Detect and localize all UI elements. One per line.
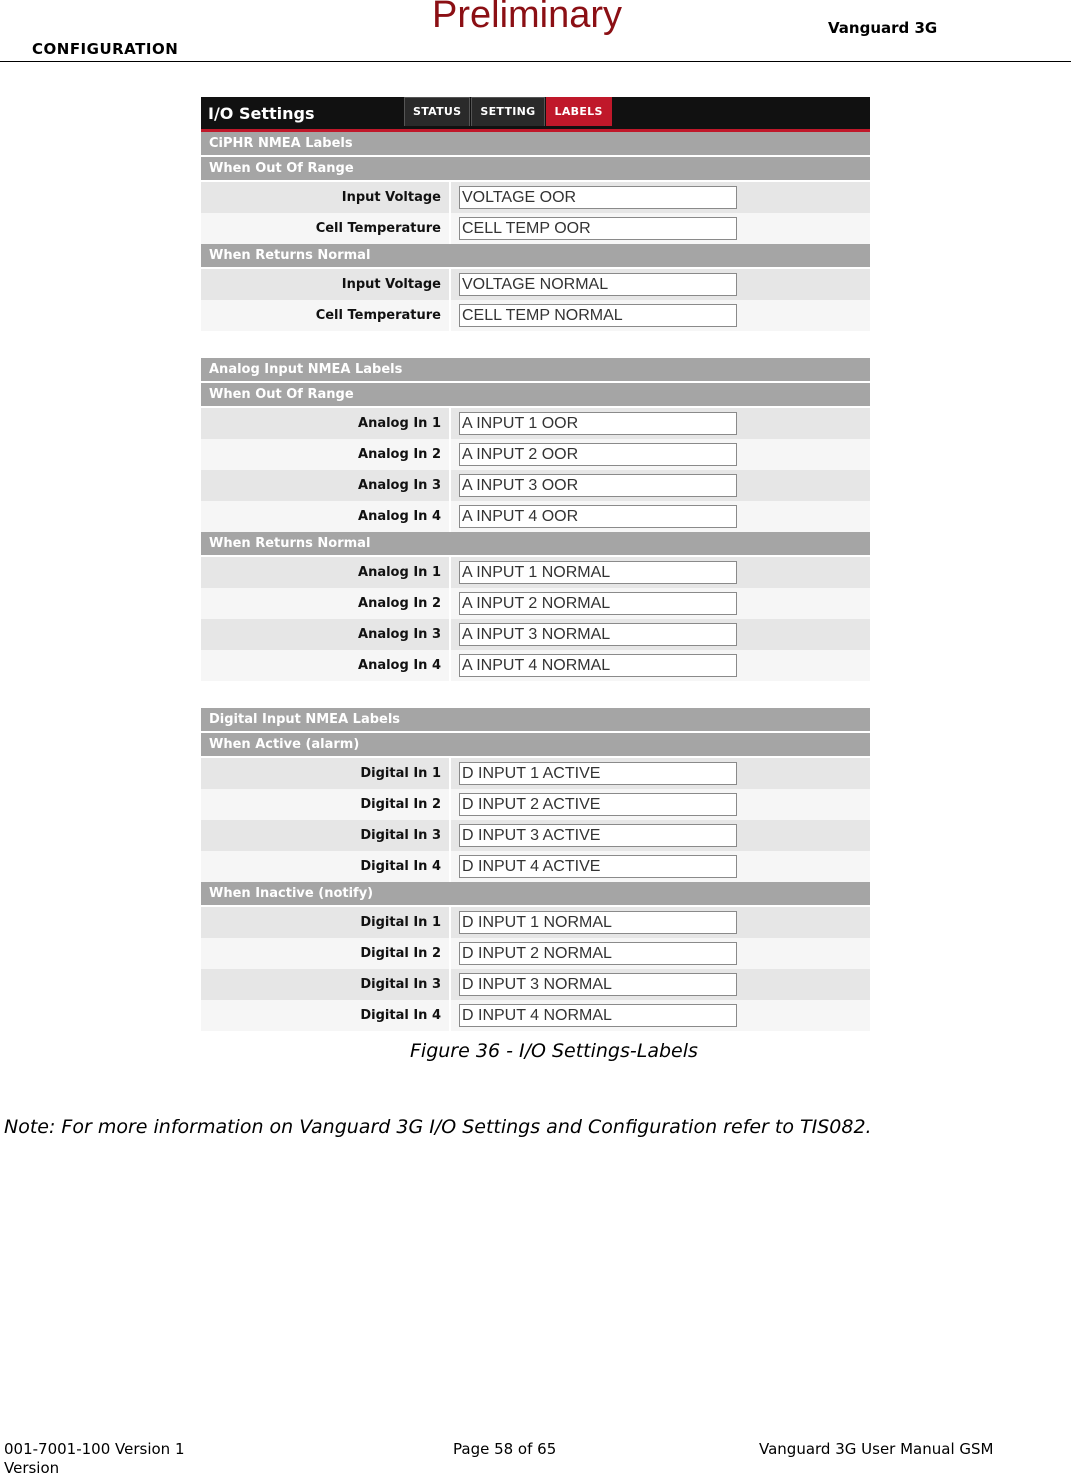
label-text-input[interactable]: CELL TEMP NORMAL bbox=[459, 304, 737, 327]
footer-doc-number: 001-7001-100 Version 1 Version bbox=[4, 1440, 185, 1477]
section-header: Digital Input NMEA Labels bbox=[201, 708, 870, 733]
field-label: Digital In 1 bbox=[201, 758, 451, 789]
form-row bbox=[201, 470, 870, 501]
group-header: When Out Of Range bbox=[201, 157, 870, 182]
app-title: I/O Settings bbox=[208, 104, 315, 123]
label-text-input[interactable]: CELL TEMP OOR bbox=[459, 217, 737, 240]
form-row bbox=[201, 938, 870, 969]
label-text-input[interactable]: D INPUT 1 NORMAL bbox=[459, 911, 737, 934]
form-row bbox=[201, 969, 870, 1000]
group-header: When Returns Normal bbox=[201, 244, 870, 269]
field-label: Analog In 1 bbox=[201, 557, 451, 588]
tab-bar bbox=[404, 97, 613, 127]
label-text-input[interactable]: A INPUT 3 NORMAL bbox=[459, 623, 737, 646]
label-text-input[interactable]: D INPUT 3 ACTIVE bbox=[459, 824, 737, 847]
form-row bbox=[201, 851, 870, 882]
form-row bbox=[201, 557, 870, 588]
form-row bbox=[201, 213, 870, 244]
label-text-input[interactable]: A INPUT 4 OOR bbox=[459, 505, 737, 528]
footer-page-number: Page 58 of 65 bbox=[453, 1440, 557, 1458]
form-row bbox=[201, 907, 870, 938]
section-spacer bbox=[201, 681, 870, 708]
footer-manual-title: Vanguard 3G User Manual GSM bbox=[759, 1440, 994, 1458]
field-label: Digital In 4 bbox=[201, 1000, 451, 1031]
label-text-input[interactable]: A INPUT 2 NORMAL bbox=[459, 592, 737, 615]
field-label: Digital In 2 bbox=[201, 789, 451, 820]
label-text-input[interactable]: D INPUT 4 NORMAL bbox=[459, 1004, 737, 1027]
form-row bbox=[201, 1000, 870, 1031]
label-text-input[interactable]: D INPUT 1 ACTIVE bbox=[459, 762, 737, 785]
form-row bbox=[201, 269, 870, 300]
form-row bbox=[201, 758, 870, 789]
label-text-input[interactable]: A INPUT 4 NORMAL bbox=[459, 654, 737, 677]
header-section-title: CONFIGURATION bbox=[32, 40, 179, 58]
field-label: Digital In 4 bbox=[201, 851, 451, 882]
field-label: Digital In 2 bbox=[201, 938, 451, 969]
form-row bbox=[201, 300, 870, 331]
form-row bbox=[201, 501, 870, 532]
tab-setting[interactable]: SETTING bbox=[471, 97, 544, 126]
label-text-input[interactable]: VOLTAGE OOR bbox=[459, 186, 737, 209]
form-row bbox=[201, 619, 870, 650]
field-label: Analog In 1 bbox=[201, 408, 451, 439]
field-label: Cell Temperature bbox=[201, 300, 451, 331]
header-divider bbox=[0, 61, 1071, 62]
section-header: CiPHR NMEA Labels bbox=[201, 132, 870, 157]
field-label: Cell Temperature bbox=[201, 213, 451, 244]
field-label: Analog In 3 bbox=[201, 619, 451, 650]
label-text-input[interactable]: VOLTAGE NORMAL bbox=[459, 273, 737, 296]
label-text-input[interactable]: D INPUT 2 NORMAL bbox=[459, 942, 737, 965]
form-row bbox=[201, 408, 870, 439]
section-header: Analog Input NMEA Labels bbox=[201, 358, 870, 383]
io-settings-screenshot bbox=[201, 97, 870, 1031]
section-spacer bbox=[201, 331, 870, 358]
label-text-input[interactable]: D INPUT 3 NORMAL bbox=[459, 973, 737, 996]
group-header: When Inactive (notify) bbox=[201, 882, 870, 907]
field-label: Digital In 3 bbox=[201, 820, 451, 851]
group-header: When Returns Normal bbox=[201, 532, 870, 557]
field-label: Analog In 3 bbox=[201, 470, 451, 501]
label-text-input[interactable]: A INPUT 2 OOR bbox=[459, 443, 737, 466]
label-text-input[interactable]: A INPUT 1 OOR bbox=[459, 412, 737, 435]
field-label: Analog In 2 bbox=[201, 439, 451, 470]
field-label: Digital In 3 bbox=[201, 969, 451, 1000]
label-text-input[interactable]: A INPUT 1 NORMAL bbox=[459, 561, 737, 584]
form-row bbox=[201, 588, 870, 619]
field-label: Analog In 2 bbox=[201, 588, 451, 619]
tab-labels[interactable]: LABELS bbox=[546, 97, 612, 126]
tab-status[interactable]: STATUS bbox=[404, 97, 470, 126]
field-label: Input Voltage bbox=[201, 182, 451, 213]
labels-form bbox=[201, 132, 870, 1031]
group-header: When Active (alarm) bbox=[201, 733, 870, 758]
note-text: Note: For more information on Vanguard 3G I/O Settings and Configuration refer to TIS082. bbox=[4, 1116, 872, 1138]
figure-caption: Figure 36 - I/O Settings-Labels bbox=[410, 1040, 698, 1062]
form-row bbox=[201, 439, 870, 470]
field-label: Analog In 4 bbox=[201, 501, 451, 532]
label-text-input[interactable]: D INPUT 4 ACTIVE bbox=[459, 855, 737, 878]
label-text-input[interactable]: D INPUT 2 ACTIVE bbox=[459, 793, 737, 816]
field-label: Digital In 1 bbox=[201, 907, 451, 938]
field-label: Input Voltage bbox=[201, 269, 451, 300]
preliminary-watermark: Preliminary bbox=[432, 0, 623, 36]
form-row bbox=[201, 182, 870, 213]
field-label: Analog In 4 bbox=[201, 650, 451, 681]
header-product-name: Vanguard 3G bbox=[828, 19, 938, 37]
form-row bbox=[201, 789, 870, 820]
group-header: When Out Of Range bbox=[201, 383, 870, 408]
title-bar bbox=[201, 97, 870, 132]
label-text-input[interactable]: A INPUT 3 OOR bbox=[459, 474, 737, 497]
form-row bbox=[201, 650, 870, 681]
form-row bbox=[201, 820, 870, 851]
